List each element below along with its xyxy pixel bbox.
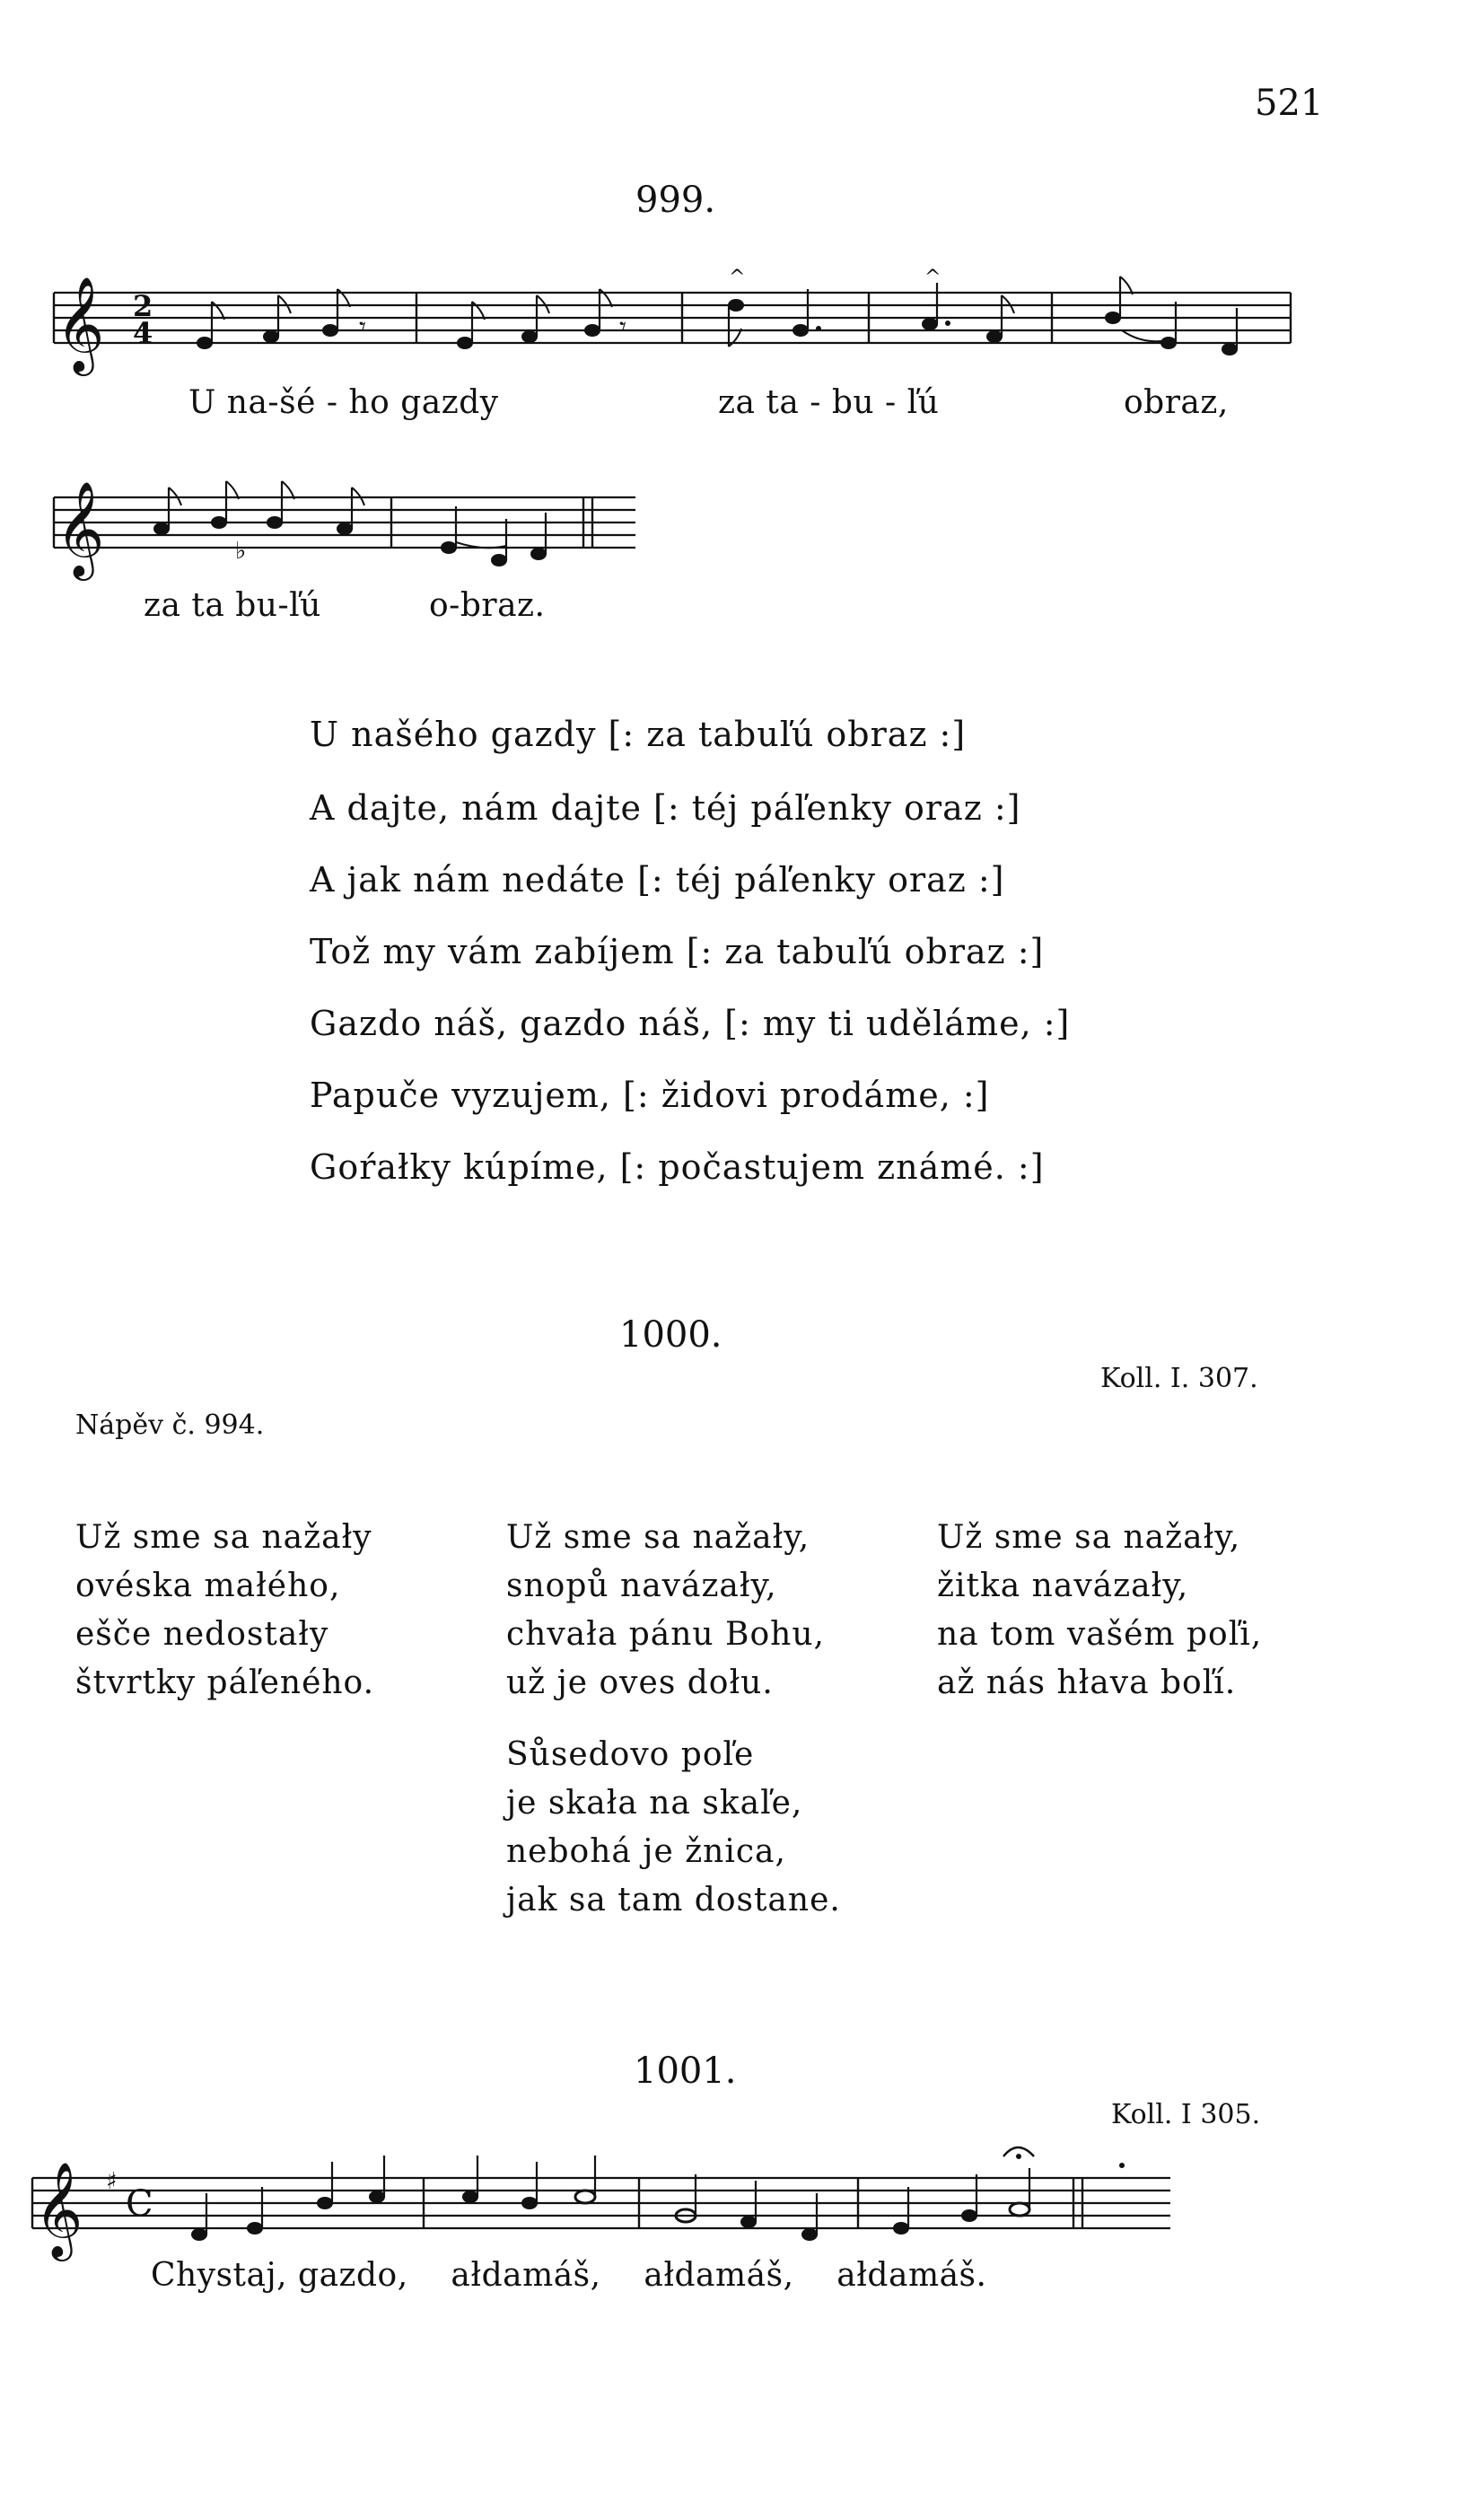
song-999-lyric-5: o-braz.	[429, 587, 546, 624]
song-999-verse-2: A dajte, nám dajte [: téj páľenky oraz :]	[310, 788, 1021, 828]
song-999-verse-5: Gazdo náš, gazdo náš, [: my ti uděláme, :]	[310, 1004, 1071, 1043]
svg-text:𝄾: 𝄾	[619, 312, 626, 343]
song-999-verse-3: A jak nám nedáte [: téj páľenky oraz :]	[310, 860, 1005, 900]
treble-clef-icon: 𝄞	[34, 2161, 83, 2257]
song-999-lyric-1: U na-šé - ho gazdy	[188, 384, 499, 421]
stanza-line: Už sme sa nažały,	[937, 1519, 1241, 1556]
stanza-line: Už sme sa nažały,	[506, 1519, 810, 1556]
song-1000-source: Koll. I. 307.	[1100, 1363, 1258, 1394]
svg-text:♭: ♭	[235, 538, 247, 565]
song-1001-source: Koll. I 305.	[1111, 2099, 1261, 2130]
stanza-line: snopů navázały,	[506, 1567, 777, 1604]
song-1000-number: 1000.	[619, 1314, 722, 1356]
stanza-line: ešče nedostały	[75, 1616, 329, 1653]
stanza-line: až nás hłava boľí.	[937, 1664, 1237, 1701]
stanza-line: nebohá je žnica,	[506, 1833, 786, 1870]
song-1001-number: 1001.	[634, 2050, 737, 2092]
stanza-line: jak sa tam dostane.	[506, 1882, 841, 1919]
stanza-line: chvała pánu Bohu,	[506, 1616, 825, 1653]
song-999-verse-4: Tož my vám zabíjem [: za tabuľú obraz :]	[310, 932, 1045, 971]
song-999-verse-7: Goŕałky kúpíme, [: počastujem známé. :]	[310, 1147, 1045, 1187]
stanza-line: žitka navázały,	[937, 1567, 1189, 1604]
song-1001-notes	[191, 2147, 1125, 2241]
treble-clef-icon: 𝄞	[56, 276, 105, 372]
song-999-verse-6: Papuče vyzujem, [: židovi prodáme, :]	[310, 1076, 990, 1115]
key-sharp-icon: ♯	[106, 2168, 118, 2195]
song-999-lyric-2: za ta - bu - ľú	[718, 384, 940, 421]
svg-text:^: ^	[924, 267, 941, 289]
stanza-line: je skała na skaľe,	[506, 1785, 803, 1822]
song-999-number: 999.	[635, 180, 716, 221]
time-signature-bottom: 4	[133, 316, 153, 350]
time-signature-top: 2	[133, 289, 153, 323]
stanza-line: ovéska małého,	[75, 1567, 341, 1604]
svg-text:𝄾: 𝄾	[359, 312, 366, 343]
stanza-line: štvrtky páľeného.	[75, 1664, 375, 1701]
common-time-icon: C	[126, 2183, 153, 2225]
song-999-verse-1: U našého gazdy [: za tabuľú obraz :]	[310, 715, 967, 754]
stanza-line: už je oves dołu.	[506, 1664, 774, 1701]
song-1001-lyric: Chystaj, gazdo, ałdamáš, ałdamáš, ałdamáš.	[151, 2257, 987, 2294]
stanza-line: Už sme sa nažały	[75, 1519, 372, 1556]
song-999-lyric-3: obraz,	[1124, 384, 1229, 421]
page-number: 521	[1255, 83, 1324, 124]
svg-text:^: ^	[729, 267, 746, 289]
stanza-line: na tom vašém poľi,	[937, 1616, 1263, 1653]
stanza-line: Sůsedovo poľe	[506, 1736, 755, 1773]
treble-clef-icon: 𝄞	[56, 480, 105, 576]
song-999-lyric-4: za ta bu-ľú	[144, 587, 321, 624]
song-1000-tune-ref: Nápěv č. 994.	[75, 1409, 265, 1441]
